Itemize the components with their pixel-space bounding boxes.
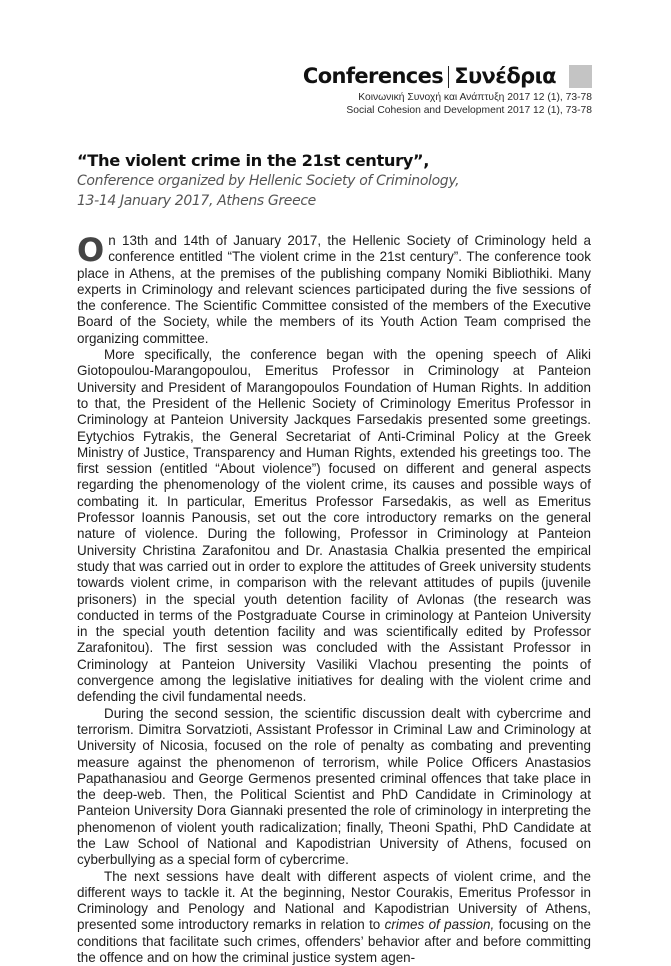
section-title-row — [303, 60, 592, 92]
article-body — [77, 233, 591, 966]
paragraph-next-sessions — [77, 869, 591, 966]
paragraph-intro-text: n 13th and 14th of January 2017, the Hellenic Society of Criminology held a conference entitled “The violent crime in the 21st century”. The conference took place in Athens, at the premises of the publishing company Nomiki Bibliothiki. Many experts in Criminology and relevant sciences participated during the five sessions of the conference. The Scientific Committee consisted of the members of the Executive Board of the Society, while the members of its Youth Action Team comprised the organizing committee. — [77, 233, 591, 346]
page-header — [303, 60, 592, 117]
italic-term-crimes-of-passion: crimes of passion, — [384, 917, 495, 933]
paragraph-opening-session: More specifically, the conference began with the opening speech of Aliki Giotopoulou-Marangopoulou, Emeritus Professor in Criminology at Panteion University and President of Marangopoulos Foundation of Human Rights. In addition to that, the President of the Hellenic Society of Criminology Emeritus Professor in Criminology at Panteion University Jackques Farsedakis presented some greetings. Eytychios Fytrakis, the General Secretariat of Anti-Criminal Policy at the Greek Ministry of Justice, Transparency and Human Rights, extended his greetings too. The first session (entitled “About violence”) focused on different and general aspects regarding the phenomenology of the violent crime, its causes and possible ways of combating it. In particular, Emeritus Professor Farsedakis, as well as Emeritus Professor Ioannis Panousis, set out the core introductory remarks on the general nature of violence. During the following, Professor in Criminology at Panteion University Christina Zarafonitou and Dr. Anastasia Chalkia presented the empirical study that was carried out in order to explore the attitudes of Greek university students towards violent crime, in comparison with the relevant attitudes of pupils (juvenile prisoners) in the special youth detention facility of Avlonas (the research was conducted in terms of the Postgraduate Course in criminology at Panteion University in the special youth detention facility and was scientifically edited by Professor Zarafonitou). The first session was concluded with the Assistant Professor in Criminology at Panteion University Vasiliki Vlachou presenting the points of convergence among the legislative initiatives for dealing with the violent crime and defending the civil fundamental needs. — [77, 347, 591, 705]
paragraph-second-session: During the second session, the scientific discussion dealt with cybercrime and terrorism. Dimitra Sorvatzioti, Assistant Professor in Criminal Law and Criminology at University of Nicosia, focused on the role of penalty as combating and preventing measure against the phenomenon of terrorism, while Police Officers Anastasios Papathanasiou and George Germenos presented criminal offences that take place in the deep-web. Then, the Political Scientist and PhD Candidate in Criminology at Panteion University Dora Giannaki presented the role of criminology in interpreting the phenomenon of violent youth radicalization; finally, Theoni Spathi, PhD Candidate at the Law School of National and Kapodistrian University of Athens, focused on cyberbullying as a special form of cybercrime. — [77, 705, 591, 868]
section-title-divider — [448, 66, 449, 88]
drop-cap: O — [77, 231, 105, 269]
paragraph-next-sessions-text-start: The next sessions have dealt with different aspects of violent crime, and the different ways to tackle it. At the beginning, Nestor Courakis, Emeritus Professor in Criminology and Penology and National and Kapodistrian University of Athens, presented some introductory remarks in relation to — [77, 868, 591, 933]
section-title-english: Conferences — [302, 64, 444, 88]
subtitle-line-date-place: 13-14 January 2017, Athens Greece — [77, 192, 316, 209]
section-title-greek: Συνέδρια — [454, 64, 556, 88]
subtitle-line-organizer: Conference organized by Hellenic Society of Criminology, — [77, 173, 460, 189]
citation-english: Social Cohesion and Development 2017 12 (1), 73-78 — [346, 104, 592, 116]
section-accent-square — [569, 65, 592, 88]
article-title: “The violent crime in the 21st century”, — [77, 151, 429, 170]
citation-greek: Κοινωνική Συνοχή και Ανάπτυξη 2017 12 (1), 73-78 — [358, 92, 592, 103]
paragraph-intro — [77, 233, 591, 347]
paragraph-next-sessions-text-end: focusing on the conditions that facilitate such crimes, offenders’ behavior after and before committing the offence and on how the criminal justice system agen- — [77, 917, 591, 966]
article-subtitle — [77, 172, 459, 211]
